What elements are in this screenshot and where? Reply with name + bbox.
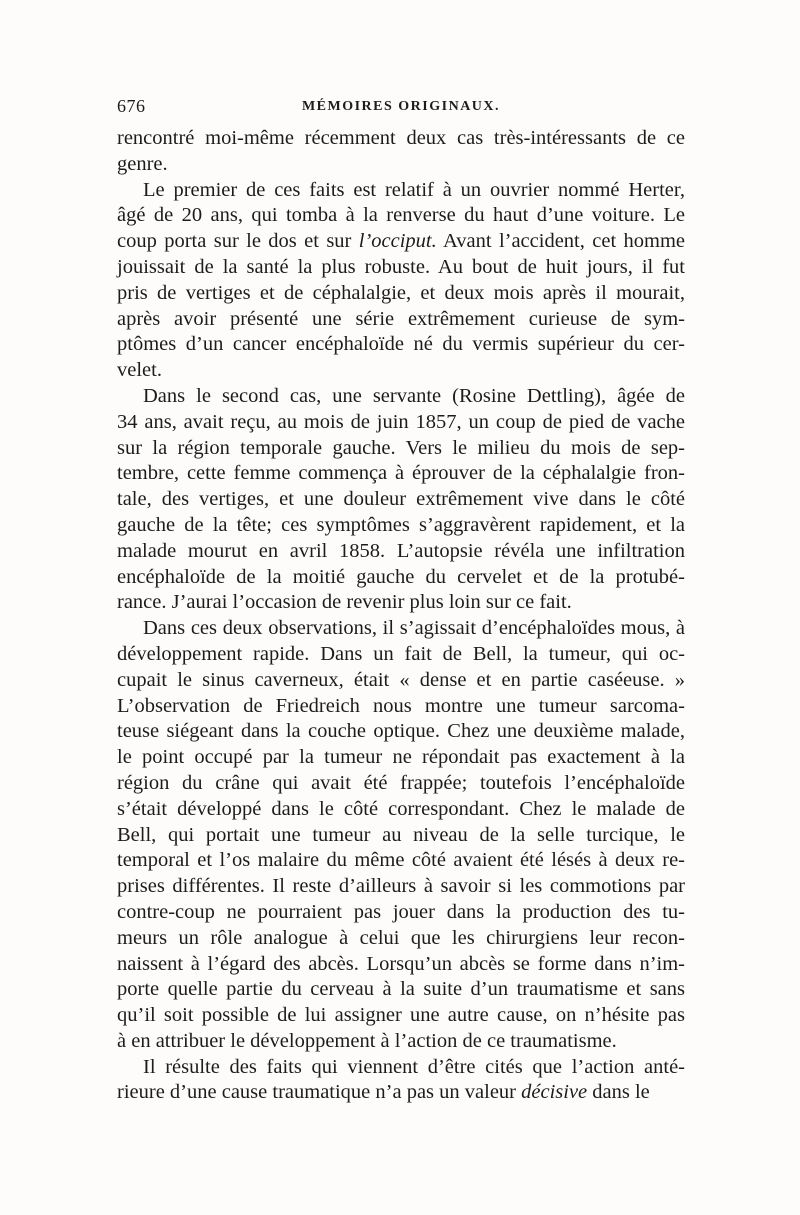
text-line: qu’il soit possible de lui assigner une autre cause, on n’hésite pas — [117, 1004, 685, 1027]
text-line: velet. — [117, 359, 162, 382]
text-line: rance. J’aurai l’occasion de revenir plus loin sur ce fait. — [117, 591, 572, 614]
page-number: 676 — [117, 96, 146, 116]
text-line: Bell, qui portait une tumeur au niveau de la selle turcique, le — [117, 823, 685, 846]
text-line: jouissait de la santé la plus robuste. Au bout de huit jours, il fut — [117, 255, 685, 278]
text-line: tale, des vertiges, et une douleur extrêmement vive dans le côté — [117, 488, 685, 511]
text-line: région du crâne qui avait été frappée; toutefois l’encéphaloïde — [117, 771, 685, 794]
text-line: après avoir présenté une série extrêmement curieuse de sym- — [117, 307, 685, 330]
text-line: contre-coup ne pourraient pas jouer dans la production des tu- — [117, 900, 685, 923]
text-line: rencontré moi-même récemment deux cas très-intéressants de ce — [117, 127, 685, 149]
text-line: rieure d’une cause traumatique n’a pas un valeur décisive dans le — [117, 1081, 650, 1104]
text-line: Dans le second cas, une servante (Rosine Dettling), âgée de — [143, 384, 685, 407]
text-line: teuse siégeant dans la couche optique. Chez une deuxième malade, — [117, 720, 685, 743]
text-line: Dans ces deux observations, il s’agissait d’encéphaloïdes mous, à — [143, 617, 685, 640]
text-line: naissent à l’égard des abcès. Lorsqu’un abcès se forme dans n’im- — [117, 952, 685, 975]
text-line: s’était développé dans le côté correspondant. Chez le malade de — [117, 797, 685, 820]
text-line: 34 ans, avait reçu, au mois de juin 1857, un coup de pied de vache — [117, 410, 685, 433]
text-line: ptômes d’un cancer encéphaloïde né du vermis supérieur du cer- — [117, 333, 685, 356]
text-line: développement rapide. Dans un fait de Bell, la tumeur, qui oc- — [117, 642, 685, 665]
text-line: à en attribuer le développement à l’action de ce traumatisme. — [117, 1029, 617, 1052]
page-header — [117, 96, 685, 120]
text-line: Le premier de ces faits est relatif à un ouvrier nommé Herter, — [143, 178, 685, 201]
paragraph — [117, 126, 685, 178]
text-line: gauche de la tête; ces symptômes s’aggravèrent rapidement, et la — [117, 513, 685, 536]
text-line: genre. — [117, 152, 168, 175]
text-line: le point occupé par la tumeur ne répondait pas exactement à la — [117, 746, 685, 769]
text-line: encéphaloïde de la moitié gauche du cervelet et de la protubé- — [117, 565, 685, 588]
text-line: pris de vertiges et de céphalalgie, et deux mois après il mourait, — [117, 281, 685, 304]
text-line: temporal et l’os malaire du même côté avaient été lésés à deux re- — [117, 849, 685, 872]
text-line: meurs un rôle analogue à celui que les chirurgiens leur recon- — [117, 926, 685, 949]
text-line: L’observation de Friedreich nous montre une tumeur sarcoma- — [117, 694, 685, 717]
text-line: prises différentes. Il reste d’ailleurs à savoir si les commotions par — [117, 875, 685, 898]
text-line: sur la région temporale gauche. Vers le milieu du mois de sep- — [117, 436, 685, 459]
text-line: tembre, cette femme commença à éprouver de la céphalalgie fron- — [117, 462, 685, 485]
paragraph — [117, 1055, 685, 1107]
text-line: coup porta sur le dos et sur l’occiput. Avant l’accident, cet homme — [117, 230, 685, 253]
body-text — [117, 126, 685, 1106]
text-line: porte quelle partie du cerveau à la suite d’un traumatisme et sans — [117, 978, 685, 1001]
running-title: MÉMOIRES ORIGINAUX. — [301, 99, 501, 114]
paragraph — [117, 616, 685, 1055]
text-line: Il résulte des faits qui viennent d’être cités que l’action anté- — [143, 1055, 685, 1078]
paragraph — [117, 178, 685, 384]
text-line: âgé de 20 ans, qui tomba à la renverse du haut d’une voiture. Le — [117, 204, 685, 227]
text-line: cupait le sinus caverneux, était « dense et en partie caséeuse. » — [117, 668, 685, 691]
paragraph — [117, 384, 685, 616]
text-line: malade mourut en avril 1858. L’autopsie révéla une infiltration — [117, 539, 685, 562]
